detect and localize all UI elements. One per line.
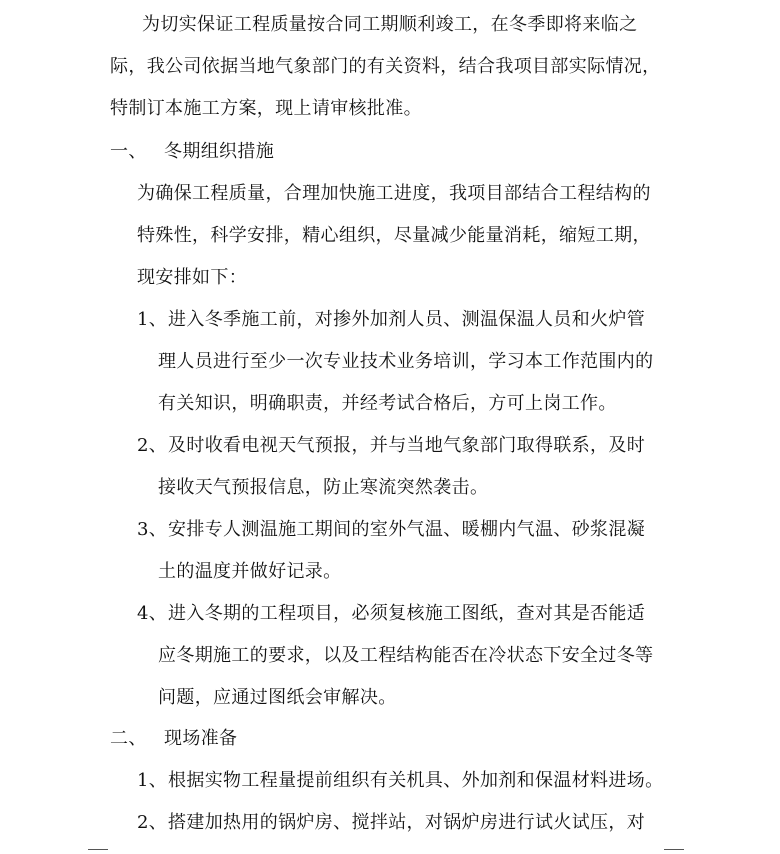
paragraph-line: 为确保工程质量，合理加快施工进度，我项目部结合工程结构的 bbox=[137, 183, 651, 204]
section-number: 一、 bbox=[110, 141, 147, 162]
list-item-line: 问题，应通过图纸会审解决。 bbox=[158, 687, 397, 708]
list-item-first-line bbox=[137, 769, 664, 793]
list-item-first-line bbox=[137, 518, 646, 542]
page-corner-mark bbox=[664, 849, 684, 850]
list-item-line: 理人员进行至少一次专业技术业务培训，学习本工作范围内的 bbox=[158, 351, 654, 372]
list-item-text: 进入冬期的工程项目，必须复核施工图纸，查对其是否能适 bbox=[168, 603, 646, 624]
list-item-number: 2、 bbox=[137, 435, 168, 456]
list-item-text: 进入冬季施工前，对掺外加剂人员、测温保温人员和火炉管 bbox=[168, 309, 646, 330]
list-item-number: 1、 bbox=[137, 309, 168, 330]
list-item-number: 2、 bbox=[137, 812, 168, 833]
page-corner-mark bbox=[88, 849, 108, 850]
intro-line: 际，我公司依据当地气象部门的有关资料，结合我项目部实际情况， bbox=[110, 56, 661, 77]
list-item-first-line bbox=[137, 811, 646, 835]
section-title: 冬期组织措施 bbox=[164, 141, 275, 162]
list-item-number: 4、 bbox=[137, 603, 168, 624]
list-item-number: 1、 bbox=[137, 770, 168, 791]
list-item-first-line bbox=[137, 602, 646, 626]
intro-line: 特制订本施工方案，现上请审核批准。 bbox=[110, 98, 422, 119]
list-item-text: 根据实物工程量提前组织有关机具、外加剂和保温材料进场。 bbox=[168, 770, 664, 791]
list-item-line: 土的温度并做好记录。 bbox=[158, 561, 342, 582]
list-item-first-line bbox=[137, 308, 646, 332]
list-item-line: 接收天气预报信息，防止寒流突然袭击。 bbox=[158, 477, 489, 498]
section-title: 现场准备 bbox=[164, 728, 238, 749]
list-item-line: 应冬期施工的要求，以及工程结构能否在冷状态下安全过冬等 bbox=[158, 645, 654, 666]
section-number: 二、 bbox=[110, 728, 147, 749]
section-heading bbox=[110, 727, 238, 751]
list-item-number: 3、 bbox=[137, 519, 168, 540]
intro-line: 为切实保证工程质量按合同工期顺利竣工，在冬季即将来临之 bbox=[142, 14, 638, 35]
list-item-text: 搭建加热用的锅炉房、搅拌站，对锅炉房进行试火试压，对 bbox=[168, 812, 646, 833]
list-item-text: 及时收看电视天气预报，并与当地气象部门取得联系，及时 bbox=[168, 435, 646, 456]
list-item-text: 安排专人测温施工期间的室外气温、暖棚内气温、砂浆混凝 bbox=[168, 519, 646, 540]
paragraph-line: 现安排如下： bbox=[137, 267, 248, 288]
list-item-line: 有关知识，明确职责，并经考试合格后，方可上岗工作。 bbox=[158, 393, 617, 414]
list-item-first-line bbox=[137, 434, 646, 458]
paragraph-line: 特殊性，科学安排，精心组织，尽量减少能量消耗，缩短工期， bbox=[137, 225, 651, 246]
section-heading bbox=[110, 140, 275, 164]
